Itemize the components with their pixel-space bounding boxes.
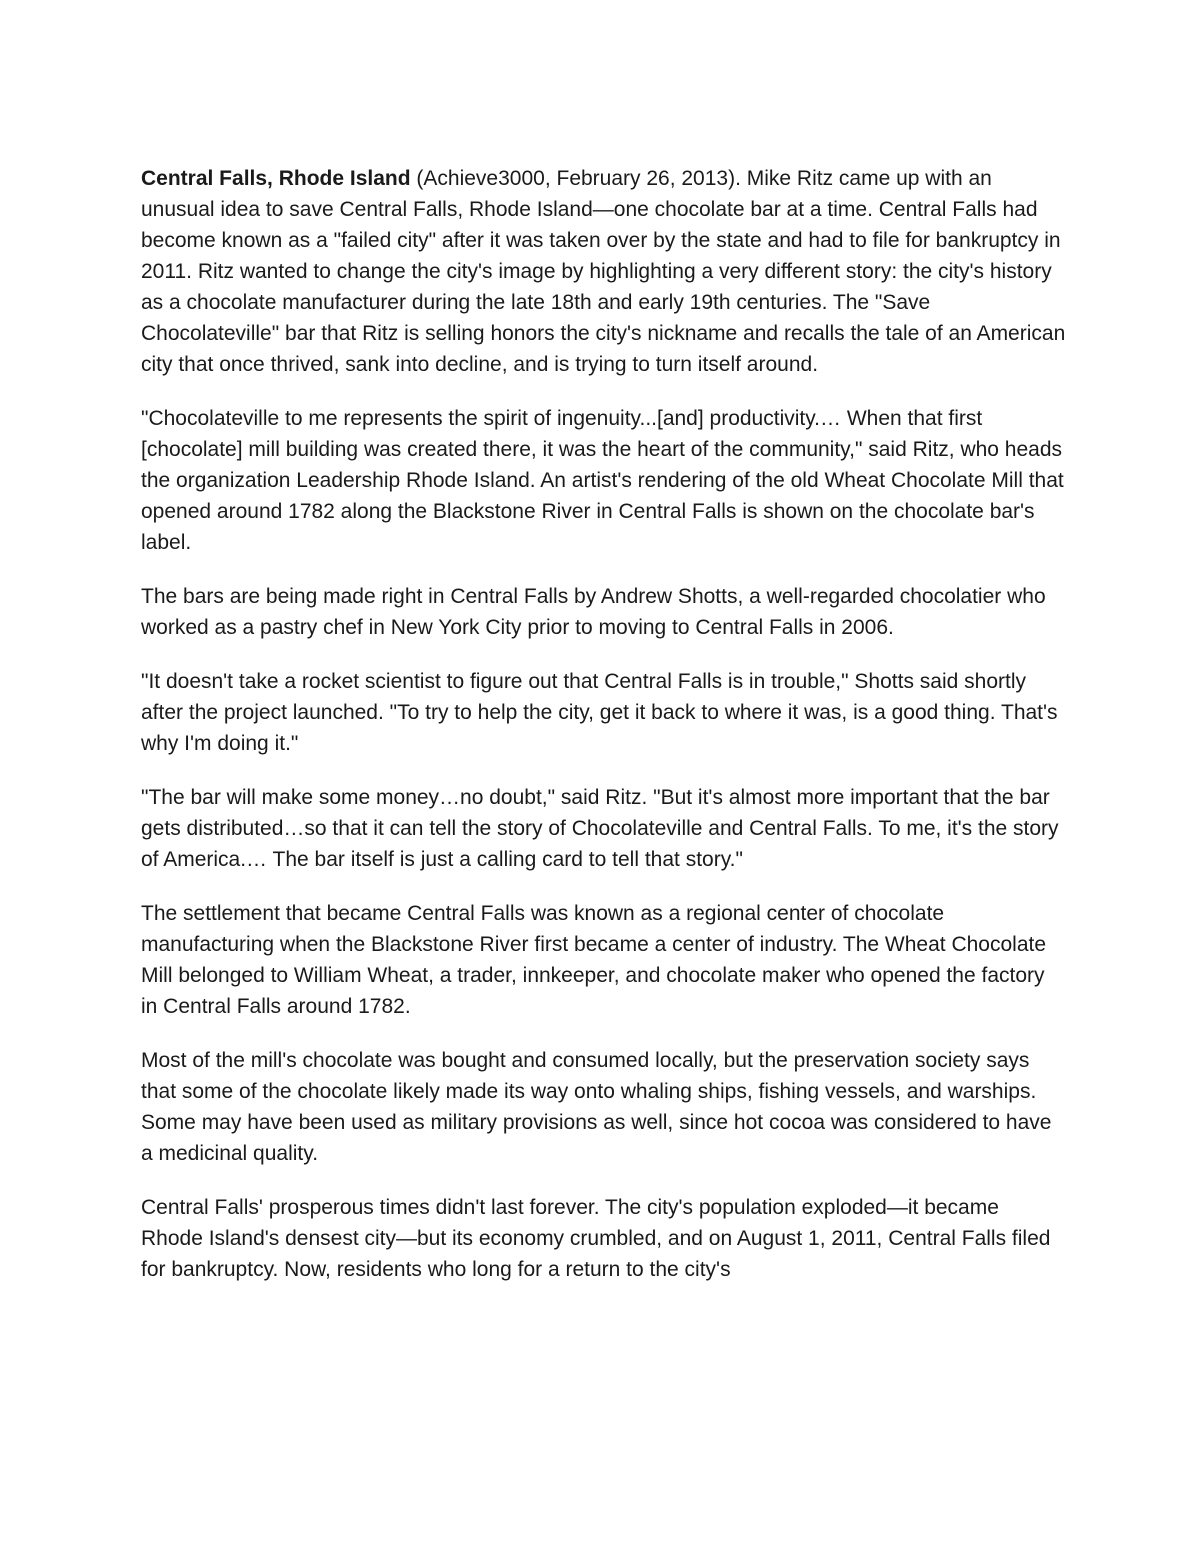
paragraph-1-lead: Central Falls, Rhode Island bbox=[141, 167, 411, 190]
paragraph-8: Central Falls' prosperous times didn't last forever. The city's population exploded—it became Rhode Island's densest city—but its economy crumbled, and on August 1, 2011, Central Falls filed for bankruptcy. Now, residents who long for a return to the city's bbox=[141, 1196, 1051, 1281]
paragraph-7: Most of the mill's chocolate was bought and consumed locally, but the preservation society says that some of the chocolate likely made its way onto whaling ships, fishing vessels, and warships. Some may have been used as military provisions as well, since hot cocoa was considered to have a medicinal quality. bbox=[141, 1049, 1052, 1165]
paragraph-2: "Chocolateville to me represents the spirit of ingenuity...[and] productivity.… When that first [chocolate] mill building was created there, it was the heart of the community," said Ritz, who heads the organization Leadership Rhode Island. An artist's rendering of the old Wheat Chocolate Mill that opened around 1782 along the Blackstone River in Central Falls is shown on the chocolate bar's label. bbox=[141, 407, 1064, 554]
paragraph-1-text: (Achieve3000, February 26, 2013). Mike Ritz came up with an unusual idea to save Central Falls, Rhode Island—one chocolate bar at a time. Central Falls had become known as a "failed city" after it was taken over by the state and had to file for bankruptcy in 2011. Ritz wanted to change the city's image by highlighting a very different story: the city's history as a chocolate manufacturer during the late 18th and early 19th centuries. The "Save Chocolateville" bar that Ritz is selling honors the city's nickname and recalls the tale of an American city that once thrived, sank into decline, and is trying to turn itself around. bbox=[141, 167, 1066, 376]
paragraph-1 bbox=[141, 163, 1066, 380]
paragraph-3: The bars are being made right in Central Falls by Andrew Shotts, a well-regarded chocolatier who worked as a pastry chef in New York City prior to moving to Central Falls in 2006. bbox=[141, 585, 1046, 639]
paragraph-6: The settlement that became Central Falls was known as a regional center of chocolate manufacturing when the Blackstone River first became a center of industry. The Wheat Chocolate Mill belonged to William Wheat, a trader, innkeeper, and chocolate maker who opened the factory in Central Falls around 1782. bbox=[141, 902, 1047, 1018]
document-page bbox=[141, 163, 1066, 1308]
paragraph-4: "It doesn't take a rocket scientist to figure out that Central Falls is in trouble," Shotts said shortly after the project launched. "To try to help the city, get it back to where it was, is a good thing. That's why I'm doing it." bbox=[141, 670, 1058, 755]
paragraph-5: "The bar will make some money…no doubt," said Ritz. "But it's almost more important that the bar gets distributed…so that it can tell the story of Chocolateville and Central Falls. To me, it's the story of America.… The bar itself is just a calling card to tell that story." bbox=[141, 786, 1059, 871]
